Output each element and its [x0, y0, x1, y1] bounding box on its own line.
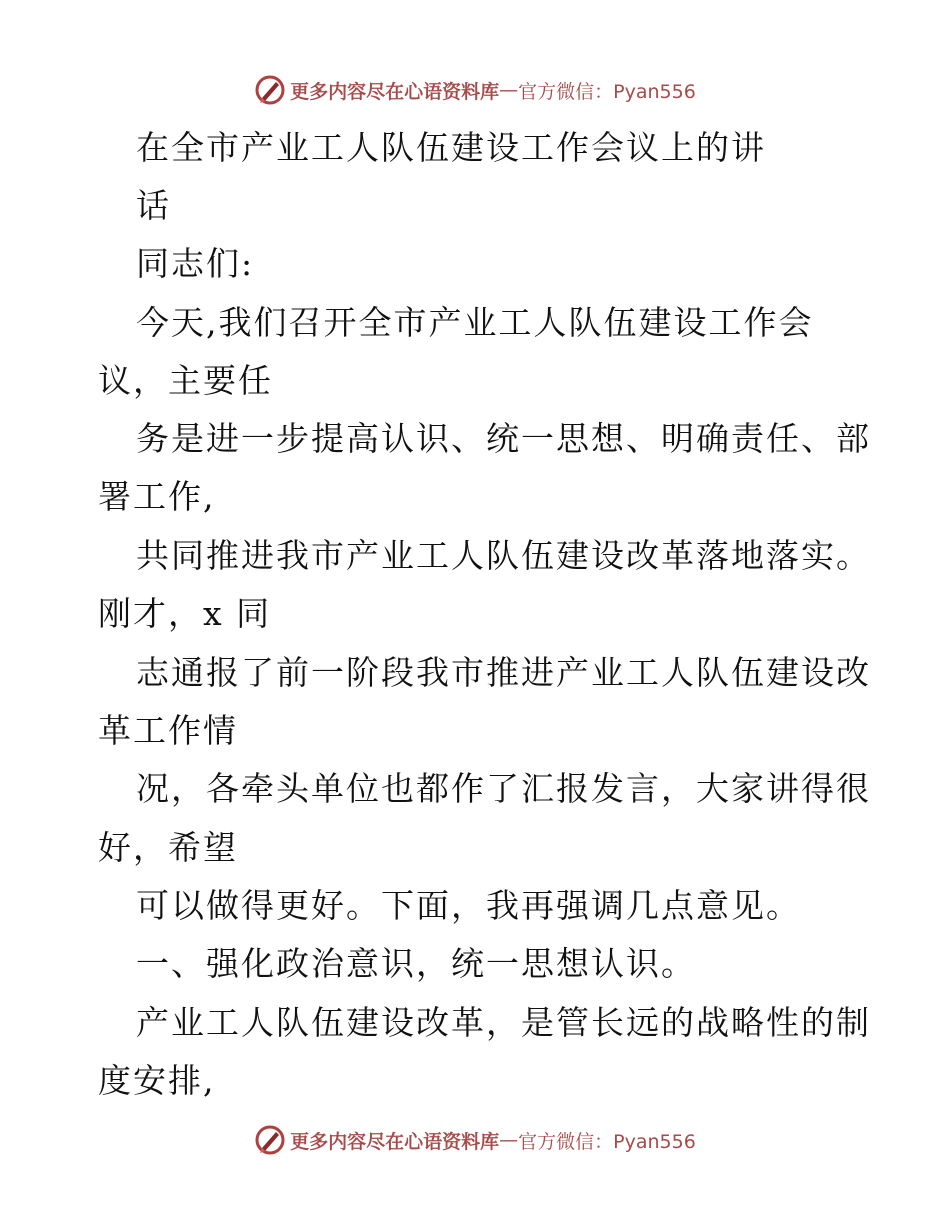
pen-logo-icon [254, 74, 286, 106]
paragraph-line: 务是进一步提高认识、统一思想、明确责任、部 [136, 419, 871, 458]
section-heading: 一、强化政治意识，统一思想认识。 [136, 944, 696, 983]
paragraph-line: 志通报了前一阶段我市推进产业工人队伍建设改 [136, 653, 871, 692]
banner-separator: — [499, 79, 519, 101]
paragraph-line: 度安排, [98, 1061, 216, 1100]
paragraph-line: 产业工人队伍建设改革，是管长远的战略性的制 [136, 1003, 871, 1042]
paragraph-line: 可以做得更好。下面，我再强调几点意见。 [136, 886, 801, 925]
title-line-2: 话 [136, 186, 171, 225]
paragraph-line: 革工作情 [98, 711, 238, 750]
paragraph-line: 议，主要任 [98, 361, 273, 400]
banner-separator: — [499, 1129, 519, 1151]
pen-logo-icon [254, 1124, 286, 1156]
paragraph-line: 况，各牵头单位也都作了汇报发言，大家讲得很 [136, 769, 871, 808]
paragraph-line: 刚才，x 同 [98, 594, 272, 633]
paragraph-line: 好，希望 [98, 828, 238, 867]
banner-wechat: 官方微信：Pyan556 [518, 1130, 696, 1153]
paragraph-line: 今天,我们召开全市产业工人队伍建设工作会 [136, 303, 814, 342]
banner-wechat: 官方微信：Pyan556 [518, 80, 696, 103]
footer-banner [0, 1120, 950, 1160]
header-banner [0, 70, 950, 110]
paragraph-line: 署工作, [98, 477, 216, 516]
banner-text: 更多内容尽在心语资料库 [290, 80, 500, 103]
paragraph-line: 共同推进我市产业工人队伍建设改革落地落实。 [136, 536, 871, 575]
title-line-1: 在全市产业工人队伍建设工作会议上的讲 [136, 128, 766, 167]
salutation: 同志们: [136, 244, 255, 283]
banner-text: 更多内容尽在心语资料库 [290, 1130, 500, 1153]
